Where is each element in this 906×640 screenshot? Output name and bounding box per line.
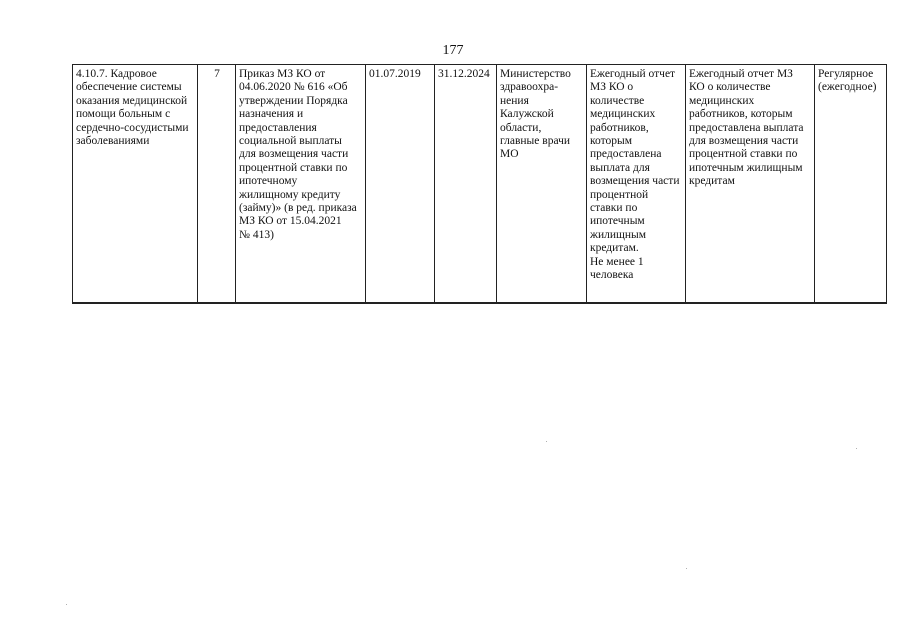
end-date-cell: 31.12.2024 (435, 65, 497, 304)
scan-speck (546, 441, 547, 442)
measures-table (72, 64, 887, 304)
page-number: 177 (442, 43, 464, 58)
report-cell: Ежегодный отчет МЗ КО о количестве медицинских работников, которым предоставлена выплата для возмещения части процентной ставки по ипотечным жилищным кредитам (686, 65, 815, 304)
scan-speck (856, 448, 857, 449)
table-row (73, 65, 887, 304)
scan-speck (66, 604, 67, 605)
measure-cell: 4.10.7. Кадровое обеспечение системы оказания медицинской помощи больным с сердечно-сосудистыми заболеваниями (73, 65, 198, 304)
frequency-cell: Регулярное (ежегодное) (815, 65, 887, 304)
document-cell: Приказ МЗ КО от 04.06.2020 № 616 «Об утверждении Порядка назначения и предоставления социальной выплаты для возмещения части процентной ставки по ипотечному жилищному кредиту (займу)» (в ред. приказа МЗ КО от 15.04.2021 № 413) (236, 65, 366, 304)
start-date-cell: 01.07.2019 (366, 65, 435, 304)
executor-cell: Министерство здравоохра- нения Калужской области, главные врачи МО (497, 65, 587, 304)
scan-speck (686, 568, 687, 569)
number-cell: 7 (198, 65, 236, 304)
result-cell: Ежегодный отчет МЗ КО о количестве медицинских работников, которым предоставлена выплата для возмещения части процентной ставки по ипотечным жилищным кредитам. Не менее 1 человека (587, 65, 686, 304)
